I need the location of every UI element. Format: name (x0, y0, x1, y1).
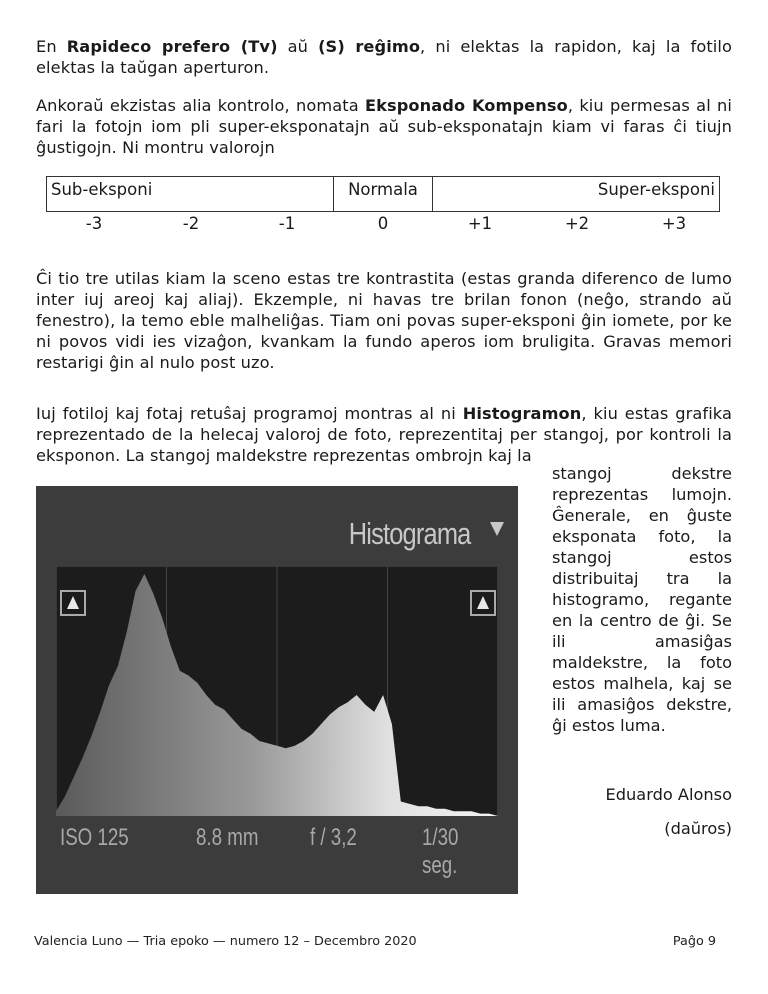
exposure-values (46, 214, 720, 236)
exposure-value: -1 (278, 214, 296, 233)
exposure-value: -2 (182, 214, 200, 233)
up-triangle-icon (67, 596, 79, 609)
under-expose-label: Sub-eksponi (51, 180, 153, 199)
shadow-clipping-button[interactable] (60, 590, 86, 616)
normal-label: Normala (333, 177, 433, 211)
exposure-value: +1 (467, 214, 493, 233)
paragraph-histogramo: Iuj fotiloj kaj fotaj retuŝaj programoj montras al ni Histogramon, kiu estas grafika reprezentado de la helecaj valoroj de foto, reprezentitaj per stangoj, por kontroli la eksponon. La stangoj maldekstre reprezentas ombrojn kaj la (36, 404, 732, 465)
paragraph-eksponado: Ankoraŭ ekzistas alia kontrolo, nomata Eksponado Kompenso, kiu permesas al ni fari la fotojn iom pli super-eksponatajn aŭ sub-eksponatajn kiam vi faras ĉi tiujn ĝustigojn. Ni montru valorojn (36, 96, 733, 157)
continued-note: (daŭros) (664, 819, 732, 838)
paragraph-kontrastita: Ĉi tio tre utilas kiam la sceno estas tre kontrastita (estas granda diferenco de lumo inter iuj areoj kaj aliaj). Ekzemple, ni havas tre brilan fonon (neĝo, strando aŭ fenestro), la temo eble malheliĝas. Tiam oni povas super-eksponi ĝin iomete, por ke ni povos vidi ies vizaĝon, kvankam la fundo aperos iom bruligita. Gravas memori restarigi ĝin al nulo post uzo. (36, 269, 732, 372)
histogram-chart (56, 566, 498, 816)
collapse-triangle-icon[interactable] (490, 522, 504, 536)
up-triangle-icon (477, 596, 489, 609)
page-number: Paĝo 9 (672, 934, 716, 949)
exposure-value: -3 (85, 214, 103, 233)
aperture-value: f / 3,2 (310, 824, 357, 851)
exposure-value: 0 (377, 214, 389, 233)
paragraph-rapideco: En Rapideco prefero (Tv) aŭ (S) reĝimo, ni elektas la rapidon, kaj la fotilo elektas la taŭgan aperturon. (36, 37, 732, 77)
exposure-scale-table (46, 176, 720, 212)
iso-value: ISO 125 (60, 824, 129, 851)
over-expose-label: Super-eksponi (597, 180, 715, 199)
histogram-title: Histograma (348, 516, 470, 551)
author: Eduardo Alonso (605, 785, 732, 804)
exposure-value: +2 (564, 214, 590, 233)
shutter-speed: 1/30 seg. (422, 824, 459, 879)
focal-length: 8.8 mm (196, 824, 259, 851)
histogram-panel (36, 486, 518, 894)
highlight-clipping-button[interactable] (470, 590, 496, 616)
paragraph-side: stangoj dekstre reprezentas lumojn. Ĝenerale, en ĝuste eksponata foto, la stangoj estos distribuitaj tra la histogramo, regante en la centro de ĝi. Se ili amasiĝas maldekstre, la foto estos malhela, kaj se ili amasiĝos dekstre, ĝi estos luma. (552, 464, 732, 735)
exposure-value: +3 (661, 214, 687, 233)
footer: Valencia Luno — Tria epoko — numero 12 – Decembro 2020 (34, 934, 417, 949)
